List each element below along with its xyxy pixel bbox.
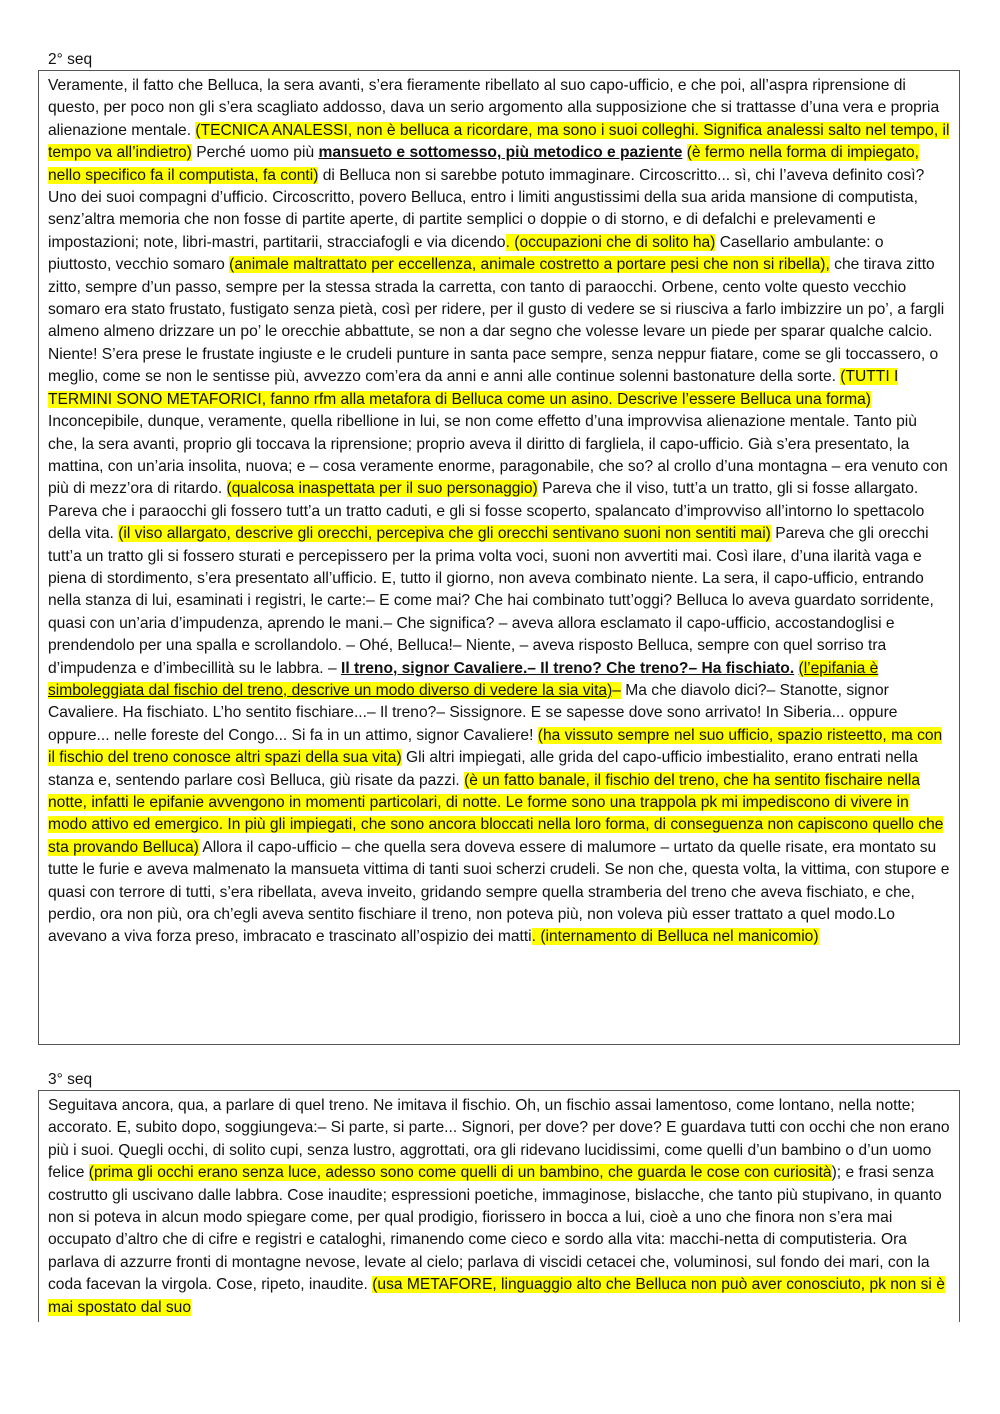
bold-underlined-text: Il treno, signor Cavaliere.– Il treno? Che treno?– Ha fischiato. bbox=[340, 659, 795, 677]
text-run: Pareva che il viso, tutt’a un tratto, gli si fosse allargato. Pareva che i paraocchi gli fossero tutt’a un tratto caduti, e gli si fosse scoperto, spalancato d’improvviso all’intorno lo spettacolo della vita. bbox=[48, 480, 925, 543]
highlighted-note: – bbox=[612, 681, 621, 699]
highlighted-note: (è un fatto banale, il fischio del treno, che ha sentito fischaire nella notte, infatti le epifanie avvengono in momenti particolari, di notte. Le forme sono una trappola pk mi impediscono di vivere in modo attivo ed emergico. In più gli impiegati, che sono ancora bloccati nella loro forma, di conseguenza non capiscono quello che sta provando Belluca) bbox=[48, 771, 944, 856]
text-run: Ma che diavolo dici?– Stanotte, signor Cavaliere. Ha fischiato. L’ho sentito fischiare...– Il treno?– Sissignore. E se sapesse dove sono arrivato! In Siberia... oppure oppure... nelle foreste del Congo... Si fa in un attimo, signor Cavaliere! bbox=[48, 681, 898, 744]
section-label-seq2: 2° seq bbox=[48, 51, 93, 68]
text-run: Seguitava ancora, qua, a parlare di quel treno. Ne imitava il fischio. Oh, un fischio assai lamentoso, come lontano, nella notte; accorato. E, subito dopo, soggiungeva:– Si parte, si parte... Signori, per dove? per dove? E guardava tutti con occhi che non erano più i suoi. Quegli occhi, di solito cupi, senza lustro, aggrottati, ora gli ridevano lucidissimi, come quelli d’un bambino o d’un uomo felice bbox=[48, 1097, 950, 1182]
text-run: Allora il capo-ufficio – che quella sera doveva essere di malumore – urtato da quelle risate, era montato su tutte le furie e aveva malmenato la mansueta vittima di tanti suoi scherzi crudeli. Se non che, questa volta, la vittima, con stupore e quasi con terrore di tutti, s’era ribellata, aveva inveito, gridando sempre quella stramberia del treno che aveva fischiato, e che, perdio, ora non più, ora ch’egli aveva sentito fischiare il treno, non poteva più, non voleva più esser trattato a quel modo.Lo avevano a viva forza preso, imbracato e trascinato all’ospizio dei matti bbox=[48, 838, 950, 946]
text-run: Inconcepibile, dunque, veramente, quella ribellione in lui, se non come effetto d’una improvvisa alienazione mentale. Tanto più che, la sera avanti, proprio gli toccava la riprensione; proprio aveva il diritto di fargliela, il capo-ufficio. Già s’era presentato, la mattina, con un’aria insolita, nuova; e – cosa veramente enorme, paragonabile, che so? al crollo d’una montagna – era venuto con più di mezz’ora di ritardo. bbox=[48, 413, 948, 498]
highlighted-note: (TECNICA ANALESSI, non è belluca a ricordare, ma sono i suoi colleghi. Significa analessi salto nel tempo, il tempo va all’indietro) bbox=[48, 121, 950, 162]
text-run: Pareva che gli orecchi tutt’a un tratto gli si fossero sturati e percepissero per la prima volta voci, suoni non avvertiti mai. Così ilare, d’una ilarità vaga e piena di stordimento, s’era presentato all’ufficio. E, tutto il giorno, non aveva combinato niente. La sera, il capo-ufficio, entrando nella stanza di lui, esaminati i registri, le carte:– E come mai? Che hai combinato tutt’oggi? Belluca lo aveva guardato sorridente, quasi con un’aria d’impudenza, aprendo le mani.– Che significa? – aveva allora esclamato il capo-ufficio, accostandoglisi e prendendolo per una spalla e scrollandolo. – Ohé, Belluca!– Niente, – aveva risposto Belluca, sempre con quel sorriso tra d’impudenza e d’imbecillità su le labbra. – bbox=[48, 525, 934, 677]
highlighted-note: (TUTTI I TERMINI SONO METAFORICI, fanno rfm alla metafora di Belluca come un asino. Descrive l’essere Belluca una forma) bbox=[48, 368, 899, 408]
section-label-seq3: 3° seq bbox=[48, 1071, 93, 1088]
highlighted-note: (è fermo nella forma di impiegato, nello specifico fa il computista, fa conti) bbox=[48, 144, 920, 184]
highlighted-note: (prima gli occhi erano senza luce, adesso sono come quelli di un bambino, che guarda le cose con curiosità bbox=[88, 1164, 832, 1182]
text-box-seq3 bbox=[38, 1090, 960, 1322]
text-run: Gli altri impiegati, alle grida del capo-ufficio imbestialito, erano entrati nella stanza e, sentendo parlare così Belluca, giù risate da pazzi. bbox=[48, 749, 918, 789]
highlighted-note: (qualcosa inaspettata per il suo personaggio) bbox=[226, 480, 538, 498]
highlighted-note: (animale maltrattato per eccellenza, animale costretto a portare pesi che non si ribella), bbox=[229, 256, 830, 274]
text-run: Perché uomo più bbox=[191, 144, 319, 162]
text-run bbox=[794, 660, 798, 677]
highlighted-underlined-note: (l’epifania è simboleggiata dal fischio del treno, descrive un modo diverso di vedere la sia vita) bbox=[48, 659, 879, 699]
text-run: Veramente, il fatto che Belluca, la sera avanti, s’era fieramente ribellato al suo capo-ufficio, e che poi, all’aspra riprensione di questo, per poco non gli s’era scagliato addosso, dava un serio argomento alla supposizione che si trattasse d’una vera e propria alienazione mentale. bbox=[48, 77, 940, 139]
highlighted-note: . (internamento di Belluca nel manicomio) bbox=[531, 928, 819, 946]
highlighted-note: (usa METAFORE, linguaggio alto che Belluca non può aver conosciuto, pk non si è mai spostato dal suo bbox=[48, 1276, 945, 1316]
highlighted-note: (il viso allargato, descrive gli orecchi, percepiva che gli orecchi sentivano suoni non sentiti mai) bbox=[118, 525, 771, 543]
text-run: che tirava zitto zitto, sempre d’un passo, sempre per la stessa strada la carretta, con tanto di paraocchi. Orbene, cento volte questo vecchio somaro era stato frustato, fustigato senza pietà, così per ridere, per il gusto di vedere se si riusciva a farlo imbizzire un po’, a fargli almeno almeno drizzare un po’ le orecchie abbattute, se non a dar segno che volesse levare un piede per sparar qualche calcio. Niente! S’era prese le frustate ingiuste e le crudeli punture in santa pace sempre, senza neppur fiatare, come se gli toccassero, o meglio, come se non le sentisse più, avvezzo com’era da anni e anni alle continue solenni bastonature della sorte. bbox=[48, 256, 945, 386]
text-box-seq2 bbox=[38, 70, 960, 1045]
bold-underlined-text: mansueto e sottomesso, più metodico e paziente bbox=[318, 144, 683, 162]
highlighted-note: . (occupazioni che di solito ha) bbox=[505, 233, 716, 251]
text-run: di Belluca non si sarebbe potuto immaginare. Circoscritto... sì, chi l’aveva definito così? Uno dei suoi compagni d’ufficio. Circoscritto, povero Belluca, entro i limiti angustissimi della sua arida mansione di computista, senz’altra memoria che non fosse di partite aperte, di partite semplici o doppie o di storno, e di defalchi e prelevamenti e impostazioni; note, libri-mastri, partitarii, stracciafogli e via dicendo bbox=[48, 166, 925, 251]
text-run: ); e frasi senza costrutto gli uscivano dalle labbra. Cose inaudite; espressioni poetiche, immaginose, bislacche, che tanto più stupivano, in quanto non si poteva in alcun modo spiegare come, per qual prodigio, fiorissero in bocca a lui, cioè a uno che finora non s’era mai occupato d’altro che di cifre e registri e cataloghi, rimanendo come cieco e sordo alla vita: macchi-netta di computisteria. Ora parlava di azzurre fronti di montagne nevose, levate al cielo; parlava di viscidi cetacei che, voluminosi, sul fondo dei mari, con la coda facevan la virgola. Cose, ripeto, inaudite. bbox=[48, 1164, 942, 1294]
text-run: Casellario ambulante: o piuttosto, vecchio somaro bbox=[48, 233, 884, 274]
highlighted-note: (ha vissuto sempre nel suo ufficio, spazio risteetto, ma con il fischio del treno conosce altri spazi della sua vita) bbox=[48, 726, 943, 767]
